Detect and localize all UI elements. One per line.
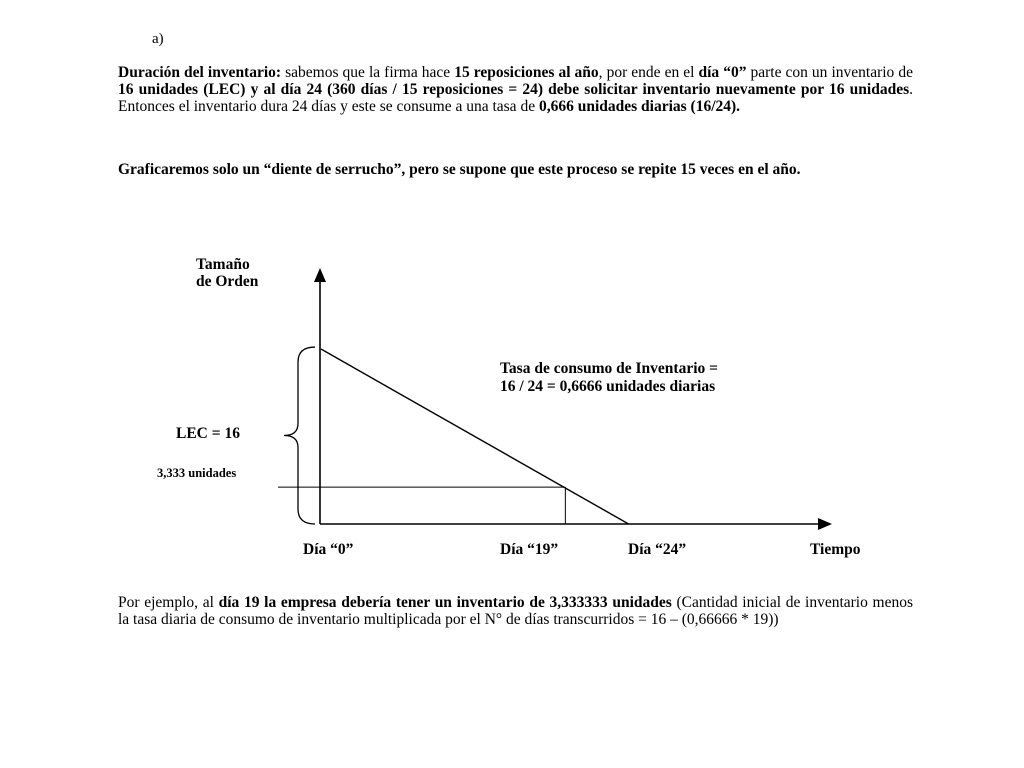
brace-label: LEC = 16 <box>176 425 240 442</box>
reference-label: 3,333 unidades <box>157 466 237 480</box>
y-axis-label-line1: Tamaño <box>196 256 250 273</box>
annotation-line1: Tasa de consumo de Inventario = <box>500 360 718 377</box>
item-label: a) <box>152 31 164 47</box>
para1-text-3: parte con un inventario de <box>746 64 913 81</box>
x-tick-label: Día “19” <box>500 541 559 558</box>
inventory-duration-heading: Duración del inventario: <box>118 64 282 81</box>
para1-bold-1: 15 reposiciones al año <box>454 64 599 81</box>
x-tick-label: Día “0” <box>303 541 354 558</box>
para3-bold: día 19 la empresa debería tener un inventario de 3,333333 unidades <box>218 594 672 611</box>
x-axis-arrow <box>818 518 832 530</box>
para1-text-1: sabemos que la firma hace <box>281 64 455 81</box>
para1-text-4: . Entonces el inventario dura 24 días y este se consume a una tasa de <box>118 81 913 115</box>
para3-text-2: (Cantidad inicial de inventario menos la tasa diaria de consumo de inventario multiplicada por el N° de días transcurridos = 16 – (0,66666 * 19)) <box>118 594 914 628</box>
x-tick-label: Día “24” <box>628 541 687 558</box>
para3-text-1: Por ejemplo, al <box>118 594 219 611</box>
para1-text-2: , por ende en el <box>598 64 699 81</box>
para1-bold-4: 0,666 unidades diarias (16/24). <box>538 98 741 115</box>
para2-bold: Graficaremos solo un “diente de serrucho”, pero se supone que este proceso se repite 15 veces en el año. <box>118 161 801 178</box>
x-axis-label: Tiempo <box>810 541 861 558</box>
lec-brace <box>284 347 315 524</box>
paragraph-example <box>118 594 913 628</box>
para1-bold-2: día “0” <box>698 64 747 81</box>
y-axis-arrow <box>314 268 326 282</box>
y-axis-label-line2: de Orden <box>196 273 259 290</box>
para1-bold-3: 16 unidades (LEC) y al día 24 (360 días / 15 reposiciones = 24) debe solicitar inventario nuevamente por 16 unidades <box>118 81 910 98</box>
annotation-line2: 16 / 24 = 0,6666 unidades diarias <box>500 378 716 395</box>
